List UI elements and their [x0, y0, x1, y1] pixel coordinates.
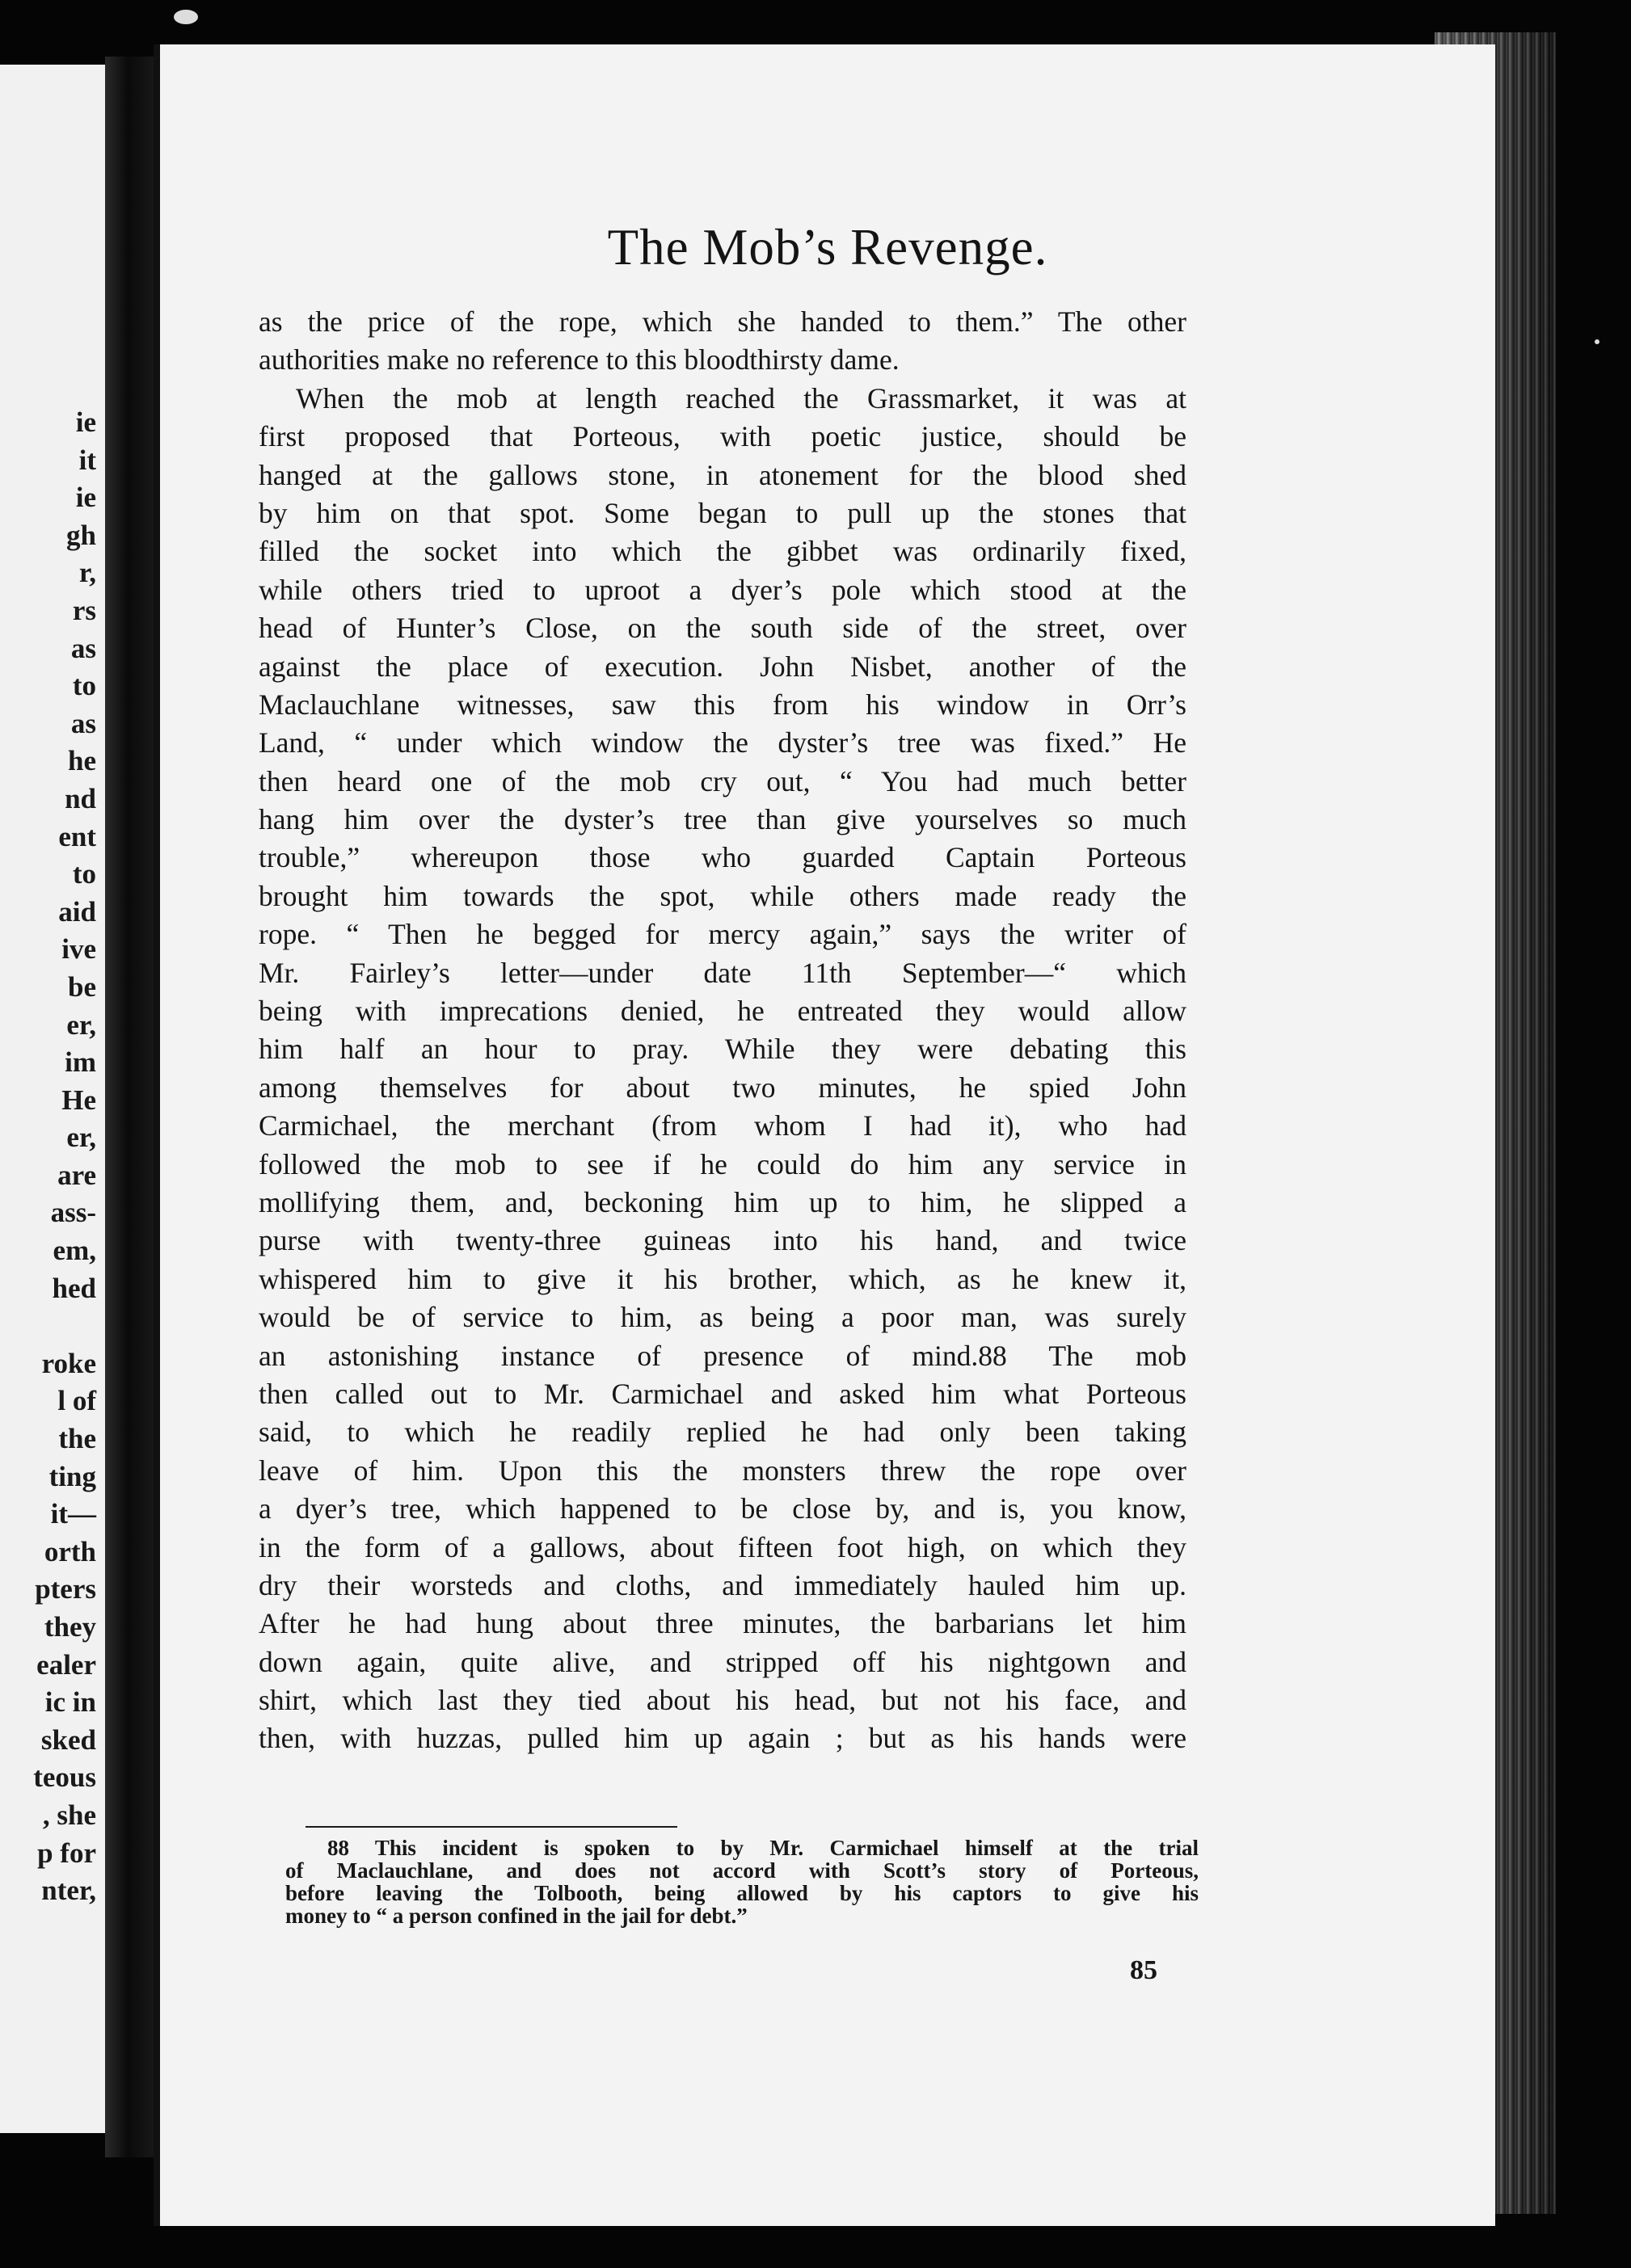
left-fragment-line: ie [75, 482, 96, 514]
left-page-text [0, 404, 101, 1910]
text-line: among themselves for about two minutes, he spied John [259, 1071, 1186, 1104]
footnote [285, 1837, 1199, 1927]
left-fragment-line: roke [41, 1347, 96, 1379]
left-fragment-line [0, 1307, 101, 1345]
text-line: leave of him. Upon this the monsters threw the rope over [259, 1454, 1186, 1487]
left-fragment-line: p for [37, 1837, 96, 1869]
text-line: hang him over the dyster’s tree than give yourselves so much [259, 803, 1186, 836]
left-fragment-line: he [68, 745, 96, 777]
text-line: down again, quite alive, and stripped off his nightgown and [259, 1645, 1186, 1678]
text-line: authorities make no reference to this bloodthirsty dame. [259, 343, 900, 377]
text-line: purse with twenty-three guineas into his hand, and twice [259, 1224, 1186, 1257]
text-line: an astonishing instance of presence of mind.88 The mob [259, 1339, 1186, 1372]
left-fragment-line: teous [33, 1761, 96, 1794]
text-line: then, with huzzas, pulled him up again ; but as his hands were [259, 1722, 1186, 1755]
text-line: Carmichael, the merchant (from whom I had it), who had [259, 1109, 1186, 1142]
left-fragment-line: r, [78, 557, 96, 589]
left-fragment-line: as [70, 707, 96, 739]
left-fragment-line: aid [58, 895, 96, 928]
left-fragment-line: sked [40, 1723, 96, 1756]
text-line: dry their worsteds and cloths, and immediately hauled him up. [259, 1568, 1186, 1601]
dust-speck [1595, 339, 1599, 344]
text-line: head of Hunter’s Close, on the south side of the street, over [259, 612, 1186, 645]
left-fragment-line: , she [42, 1799, 96, 1831]
text-line: trouble,” whereupon those who guarded Captain Porteous [259, 841, 1186, 874]
left-fragment-line: ive [61, 933, 96, 966]
text-line: him half an hour to pray. While they were debating this [259, 1033, 1186, 1066]
text-line: After he had hung about three minutes, the barbarians let him [259, 1607, 1186, 1640]
text-line: while others tried to uproot a dyer’s pole which stood at the [259, 573, 1186, 606]
text-line: in the form of a gallows, about fifteen foot high, on which they [259, 1530, 1186, 1563]
text-line: said, to which he readily replied he had only been taking [259, 1416, 1186, 1449]
text-line: hanged at the gallows stone, in atonement for the blood shed [259, 458, 1186, 491]
left-fragment-line: nter, [41, 1875, 96, 1907]
dust-speck [174, 10, 198, 24]
footnote-line: 88 This incident is spoken to by Mr. Carmichael himself at the trial [327, 1836, 1199, 1860]
text-line: Maclauchlane witnesses, saw this from his window in Orr’s [259, 688, 1186, 721]
left-fragment-line: pters [35, 1573, 96, 1605]
left-fragment-line: er, [66, 1121, 96, 1154]
left-fragment-line: He [61, 1084, 96, 1116]
text-line: Mr. Fairley’s letter—under date 11th September—“ which [259, 956, 1186, 989]
footnote-line: of Maclauchlane, and does not accord with Scott’s story of Porteous, [285, 1858, 1199, 1883]
text-line: Land, “ under which window the dyster’s tree was fixed.” He [259, 726, 1186, 760]
text-line: by him on that spot. Some began to pull up the stones that [259, 496, 1186, 529]
left-fragment-line: the [58, 1423, 96, 1455]
left-fragment-line: ting [48, 1460, 96, 1492]
left-fragment-line: rs [72, 594, 96, 626]
text-line: mollifying them, and, beckoning him up to him, he slipped a [259, 1185, 1186, 1218]
left-fragment-line: er, [66, 1008, 96, 1041]
left-fragment-line: as [70, 632, 96, 664]
text-line: brought him towards the spot, while others made ready the [259, 879, 1186, 912]
left-fragment-line: ic in [44, 1686, 96, 1719]
text-line: filled the socket into which the gibbet was ordinarily fixed, [259, 535, 1186, 568]
text-line: whispered him to give it his brother, which, as he knew it, [259, 1262, 1186, 1295]
left-fragment-line: hed [52, 1272, 96, 1304]
left-fragment-line: to [72, 858, 96, 890]
left-fragment-line: ent [58, 820, 96, 852]
left-fragment-line: ass- [50, 1197, 96, 1229]
left-fragment-line: nd [65, 782, 96, 814]
text-line: being with imprecations denied, he entreated they would allow [259, 995, 1186, 1028]
text-line: shirt, which last they tied about his head, but not his face, and [259, 1684, 1186, 1717]
left-fragment-line: l of [57, 1385, 96, 1417]
left-fragment-line: ie [75, 406, 96, 438]
left-fragment-line: ealer [36, 1648, 96, 1681]
footnote-line: money to “ a person confined in the jail for debt.” [285, 1904, 748, 1928]
text-line: then called out to Mr. Carmichael and asked him what Porteous [259, 1377, 1186, 1410]
left-fragment-line: orth [44, 1535, 96, 1567]
text-line: a dyer’s tree, which happened to be close by, and is, you know, [259, 1492, 1186, 1525]
left-fragment-line: are [57, 1159, 96, 1191]
text-line: would be of service to him, as being a poor man, was surely [259, 1301, 1186, 1334]
text-line: first proposed that Porteous, with poetic justice, should be [259, 420, 1186, 453]
left-fragment-line: it [78, 444, 96, 476]
running-head: The Mob’s Revenge. [607, 219, 1048, 276]
left-fragment-line: they [44, 1611, 96, 1643]
left-fragment-line: gh [66, 519, 96, 551]
left-fragment-line: be [68, 970, 96, 1003]
left-fragment-line: to [72, 670, 96, 702]
page-number: 85 [1130, 1955, 1157, 1985]
text-line: against the place of execution. John Nisbet, another of the [259, 650, 1186, 683]
left-page-fragment [0, 65, 113, 2133]
text-line: then heard one of the mob cry out, “ You had much better [259, 764, 1186, 797]
book-page [154, 44, 1495, 2226]
left-fragment-line: im [65, 1046, 96, 1079]
text-line: When the mob at length reached the Grassmarket, it was at [296, 381, 1186, 414]
left-fragment-line: em, [53, 1235, 96, 1267]
text-line: followed the mob to see if he could do him any service in [259, 1147, 1186, 1180]
body-text [259, 303, 1186, 1758]
text-line: rope. “ Then he begged for mercy again,” says the writer of [259, 918, 1186, 951]
footnote-line: before leaving the Tolbooth, being allowed by his captors to give his [285, 1881, 1199, 1905]
footnote-rule [306, 1826, 677, 1828]
text-line: as the price of the rope, which she handed to them.” The other [259, 305, 1186, 338]
left-fragment-line: it— [50, 1498, 96, 1530]
